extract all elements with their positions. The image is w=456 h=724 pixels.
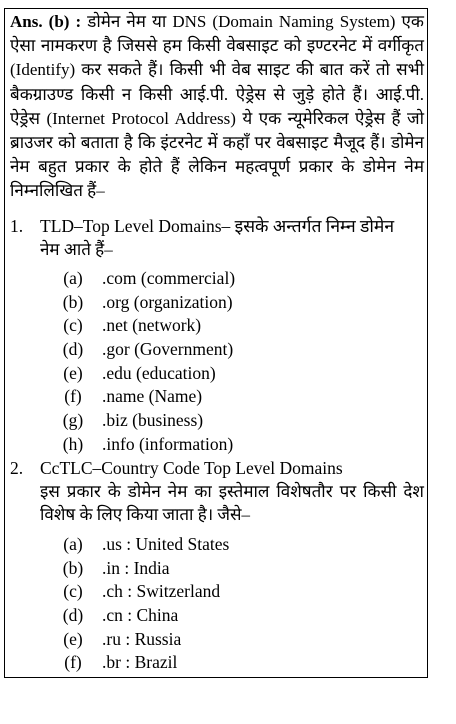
item-letter: (f) [64,652,82,673]
list-item [10,267,430,291]
item-text: .gor (Government) [102,339,234,360]
section-title: CcTLC–Country Code Top Level Domains [40,458,343,478]
list-item [10,433,430,457]
list-item [10,409,430,433]
section-cctld [10,456,430,526]
item-text: .info (information) [102,433,234,454]
list-item [10,604,430,628]
item-text: .ch : Switzerland [102,581,221,602]
section-tld [10,214,430,261]
item-text: .cn : China [102,605,179,626]
item-letter: (e) [63,362,83,383]
cctld-list [10,533,430,675]
item-text: .in : India [102,557,170,578]
item-text: .biz (business) [102,410,204,431]
list-item [10,651,430,675]
item-text: .ru : Russia [102,628,182,649]
item-letter: (d) [62,339,84,360]
section-number: 2. [10,458,24,478]
item-text: .us : United States [102,534,230,554]
item-letter: (a) [63,534,83,554]
list-item [10,338,430,362]
tld-list [10,267,430,457]
item-letter: (e) [63,628,83,649]
list-item [10,362,430,386]
answer-intro-text: डोमेन नेम या DNS (Domain Naming System) एक ऐसा नामकरण है जिससे हम किसी वेबसाइट को इण्टरनेट में वर्गीकृत (Identify) कर सकते हैं। किसी भी वेब साइट की बात करें तो सभी बैकग्राउण्ड किसी न किसी आई.पी. ऐड्रेस से जुड़े होते हैं। आई.पी. ऐड्रेस (Internet Protocol Address) ये एक न्यूमेरिकल ऐड्रेस हैं जो ब्राउजर को बताता है कि इंटरनेट में कहाँ पर वेबसाइट मैजूद हैं। डोमेन नेम बहुत प्रकार के होते हैं लेकिन महत्वपूर्ण प्रकार के डोमेन नेम निम्नलिखित हैं– [10,12,424,201]
list-item [10,314,430,338]
list-item [10,628,430,652]
item-letter: (c) [63,315,83,336]
item-text: .com (commercial) [102,268,236,288]
list-item [10,385,430,409]
item-text: .net (network) [102,315,202,336]
item-letter: (d) [62,605,84,626]
answer-label: Ans. (b) : [10,12,82,31]
item-letter: (h) [62,433,84,454]
list-item [10,580,430,604]
item-text: .br : Brazil [102,652,178,673]
item-letter: (f) [64,386,82,407]
section-subtitle: इस प्रकार के डोमेन नेम का इस्तेमाल विशेषतौर पर किसी देश विशेष के लिए किया जाता है। जैसे– [40,482,424,524]
list-item [10,557,430,581]
list-item [10,533,430,557]
item-letter: (b) [62,557,84,578]
item-letter: (a) [63,268,83,288]
section-subtitle: नेम आते हैं– [40,240,113,259]
item-text: .org (organization) [102,291,233,312]
item-letter: (g) [62,410,84,431]
list-item [10,291,430,315]
section-title: TLD–Top Level Domains– इसके अन्तर्गत निम्न डोमेन [40,216,395,236]
item-text: .name (Name) [102,386,203,407]
item-letter: (c) [63,581,83,602]
answer-intro [10,10,424,204]
item-letter: (b) [62,291,84,312]
section-heading [10,214,430,238]
section-heading [10,456,430,480]
item-text: .edu (education) [102,362,216,383]
section-number: 1. [10,216,24,236]
